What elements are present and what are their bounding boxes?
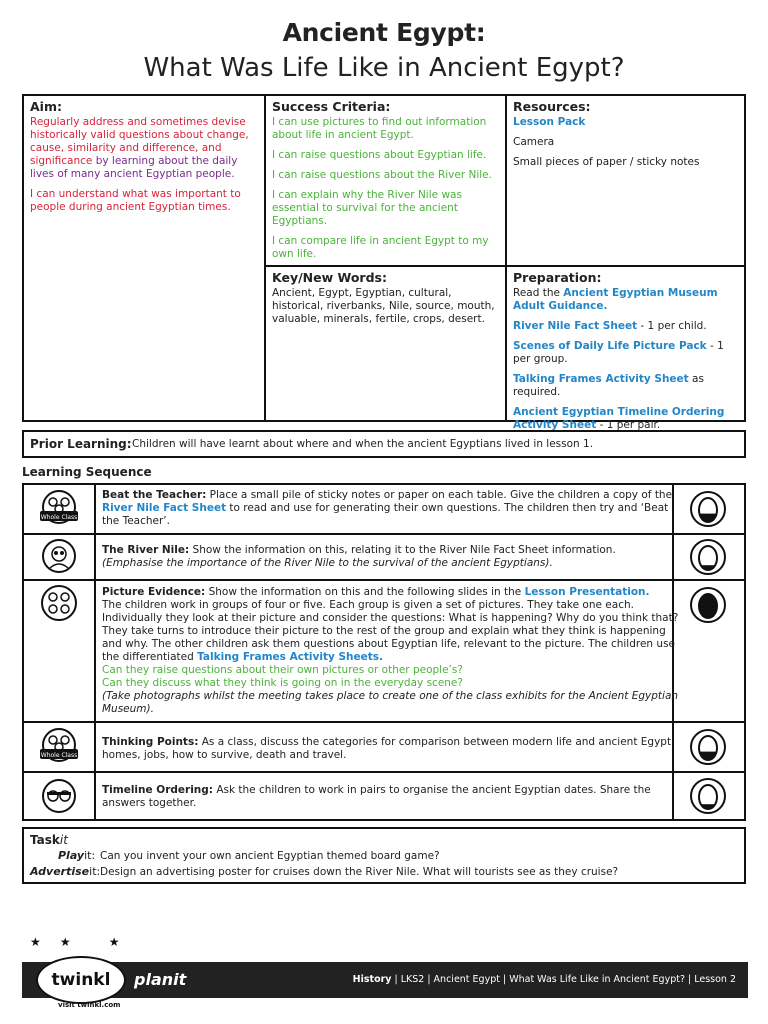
success-item: I can use pictures to find out information about life in ancient Egypt. <box>272 116 487 141</box>
seq-bold: Picture Evidence: <box>102 586 206 598</box>
aim-text: Regularly address and sometimes devise historically valid questions about change, cause, similarity and difference, and significance <box>30 116 249 167</box>
seq-green: Can they discuss what they think is going on in the everyday scene? <box>102 677 463 689</box>
seq-text: The children work in groups of four or five. Each group is given a set of pictures. They take one each. Individually they look at their picture and consider the questions: What is happening? Why do you think that? They take turns to introduce their picture to the rest of the group and explain what they think is happening and why. The other children ask them questions about Egyptian life, relevant to the picture. The children use the differentiated <box>102 599 679 663</box>
page-title: Ancient Egypt: <box>282 18 486 47</box>
key-words-text: Ancient, Egypt, Egyptian, cultural, historical, riverbanks, Nile, source, mouth, valuable, minerals, fertile, crops, desert. <box>272 287 495 325</box>
seq-bold: The River Nile: <box>102 544 190 556</box>
footer-url[interactable]: visit twinkl.com <box>58 1001 121 1009</box>
difficulty-egg-icon <box>689 538 727 576</box>
difficulty-egg-icon <box>689 490 727 528</box>
seq-green: Can they raise questions about their own pictures or other people’s? <box>102 664 463 676</box>
whole-class-icon <box>37 489 81 529</box>
prep-text: Read the <box>513 287 564 299</box>
river-nile-fact-sheet-link[interactable]: River Nile Fact Sheet <box>102 502 227 514</box>
sequence-row-timeline-ordering <box>24 773 744 819</box>
preparation-heading: Preparation: <box>513 270 602 285</box>
aim-heading: Aim: <box>30 99 62 114</box>
key-words-heading: Key/New Words: <box>272 270 387 285</box>
learning-sequence-table <box>22 483 746 821</box>
prior-learning-box <box>22 430 746 458</box>
footer-breadcrumb: History | LKS2 | Ancient Egypt | What Was Life Like in Ancient Egypt? | Lesson 2 <box>352 974 736 985</box>
aim-section <box>24 96 264 224</box>
difficulty-egg-icon <box>689 777 727 815</box>
seq-italic: (Take photographs whilst the meeting takes place to create one of the class exhibits for the Ancient Egyptian Museum). <box>102 690 679 715</box>
seq-bold: Timeline Ordering: <box>102 784 213 796</box>
prior-learning-label: Prior Learning: <box>30 437 132 451</box>
river-nile-fact-sheet-link[interactable]: River Nile Fact Sheet <box>513 320 638 332</box>
seq-bold: Beat the Teacher: <box>102 489 207 501</box>
sequence-row-picture-evidence <box>24 581 744 721</box>
planit-logo: planit <box>134 970 187 989</box>
sequence-row-river-nile <box>24 535 744 579</box>
key-words-section <box>266 267 505 336</box>
timeline-sheet-link[interactable]: Ancient Egyptian Timeline Ordering Activity Sheet <box>513 406 725 431</box>
seq-bold: Thinking Points: <box>102 736 199 748</box>
resource-item: Small pieces of paper / sticky notes <box>513 156 700 168</box>
individual-icon <box>41 538 77 574</box>
svg-text:Whole Class: Whole Class <box>40 514 78 521</box>
seq-text: Place a small pile of sticky notes or paper on each table. Give the children a copy of the <box>206 489 673 501</box>
resources-heading: Resources: <box>513 99 591 114</box>
resources-section <box>507 96 744 179</box>
prep-text: as required. <box>513 373 704 398</box>
difficulty-egg-icon <box>689 728 727 766</box>
seq-text: Show the information on this and the following slides in the <box>205 586 525 598</box>
resource-item: Camera <box>513 136 555 148</box>
picture-pack-link[interactable]: Scenes of Daily Life Picture Pack <box>513 340 707 352</box>
playit-text: Can you invent your own ancient Egyptian themed board game? <box>100 850 440 862</box>
success-item: I can explain why the River Nile was essential to survival for the ancient Egyptians. <box>272 189 462 227</box>
talking-frames-link[interactable]: Talking Frames Activity Sheet <box>513 373 689 385</box>
lesson-presentation-link[interactable]: Lesson Presentation. <box>524 586 650 598</box>
prep-text: - 1 per child. <box>637 320 707 332</box>
advertiseit-text: Design an advertising poster for cruises down the River Nile. What will tourists see as they cruise? <box>100 866 619 878</box>
learning-sequence-heading: Learning Sequence <box>22 465 152 479</box>
success-item: I can raise questions about the River Nile. <box>272 169 492 181</box>
seq-text: to read and use for generating their own questions. The children then try and ‘Beat the Teacher’. <box>102 502 669 527</box>
seq-text: As a class, discuss the categories for comparison between modern life and ancient Egypt: homes, jobs, how to survive, death and travel. <box>102 736 675 761</box>
playit-label: Playit: <box>58 849 96 862</box>
museum-guidance-link[interactable]: Ancient Egyptian Museum Adult Guidance. <box>513 287 718 312</box>
group-icon <box>39 585 79 621</box>
success-item: I can compare life in ancient Egypt to my own life. <box>272 235 489 260</box>
whole-class-icon <box>37 727 81 767</box>
success-criteria-section <box>266 96 505 271</box>
lesson-pack-link[interactable]: Lesson Pack <box>513 116 586 128</box>
taskit-heading: Taskit <box>30 833 68 847</box>
lesson-info-table <box>22 94 746 431</box>
prep-text: - 1 per group. <box>513 340 724 365</box>
sequence-row-beat-the-teacher <box>24 485 744 533</box>
seq-text: Show the information on this, relating it to the River Nile Fact Sheet information. <box>189 544 616 556</box>
footer-bar <box>22 962 748 998</box>
advertiseit-label: Advertiseit: <box>30 865 101 878</box>
pair-icon <box>41 778 77 814</box>
preparation-section <box>507 267 744 442</box>
talking-frames-link[interactable]: Talking Frames Activity Sheets. <box>197 651 384 663</box>
seq-text: Ask the children to work in pairs to organise the ancient Egyptian dates. Share the answers together. <box>102 784 651 809</box>
success-heading: Success Criteria: <box>272 99 391 114</box>
taskit-box <box>22 827 746 884</box>
svg-text:Whole Class: Whole Class <box>40 752 78 759</box>
sequence-row-thinking-points <box>24 723 744 771</box>
success-item: I can raise questions about Egyptian life. <box>272 149 487 161</box>
stars-decoration: ★ ★ ★ <box>30 935 120 949</box>
aim-purple-text: by learning about the daily lives of many ancient Egyptian people. <box>30 155 238 180</box>
twinkl-logo: twinkl <box>36 956 126 1004</box>
aim-text-2: I can understand what was important to people during ancient Egyptian times. <box>30 188 241 213</box>
seq-italic: (Emphasise the importance of the River Nile to the survival of the ancient Egyptians). <box>102 557 553 569</box>
prior-learning-text: Children will have learnt about where and when the ancient Egyptians lived in lesson 1. <box>132 438 594 450</box>
page-subtitle: What Was Life Like in Ancient Egypt? <box>143 53 625 83</box>
difficulty-egg-icon <box>689 586 727 624</box>
prep-text: - 1 per pair. <box>596 419 661 431</box>
